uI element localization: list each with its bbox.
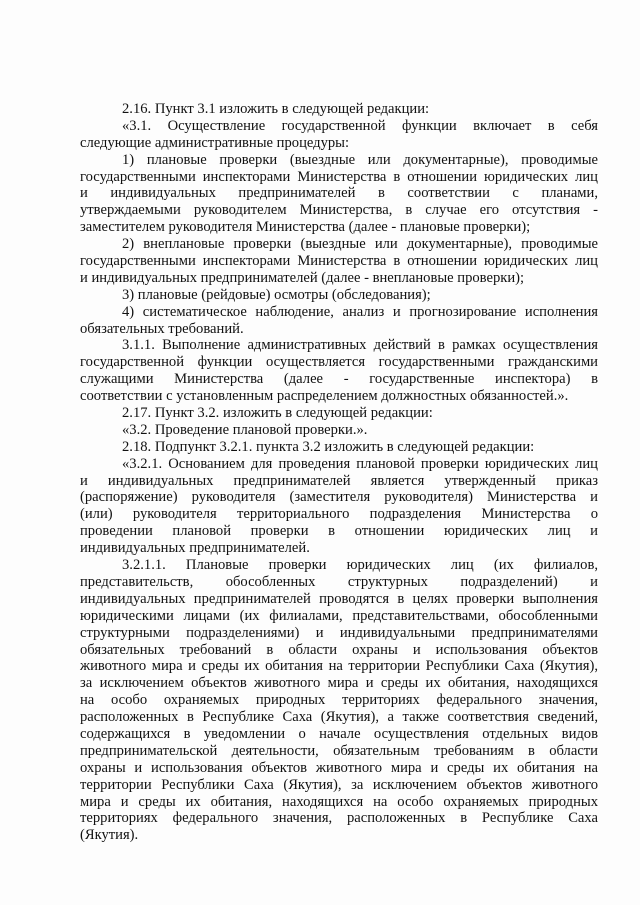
text-line: территории Республики Саха (Якутия), за исключением объектов животного (80, 776, 598, 793)
text-line: следующие административные процедуры: (80, 134, 350, 151)
text-line: 2.16. Пункт 3.1 изложить в следующей редакции: (122, 101, 430, 117)
text-line: государственной функции осуществляется государственными гражданскими (80, 354, 598, 371)
text-line: 3.1.1. Выполнение административных действий в рамках осуществления (122, 337, 598, 354)
text-line: соответствии с установленным распределением должностных обязанностей.». (80, 388, 569, 405)
text-line: 2) внеплановые проверки (выездные или документарные), проводимые (122, 236, 598, 253)
paragraph-list-item-3 (80, 287, 598, 304)
paragraph-item-2-18 (80, 439, 598, 456)
text-line: «3.2.1. Основанием для проведения плановой проверки юридических лиц (122, 455, 598, 472)
text-line: утверждаемыми руководителем Министерства, в случае его отсутствия - (80, 202, 598, 219)
text-line: (или) руководителя территориального подразделения Министерства о (80, 506, 598, 523)
text-line: государственными инспекторами Министерства в отношении юридических лиц (80, 253, 598, 270)
text-line: и индивидуальных предпринимателей в соответствии с планами, (80, 185, 598, 202)
text-line: предпринимательской деятельности, обязательным требованиям в области (80, 742, 598, 759)
text-line: животного мира и среды их обитания на территории Республики Саха (Якутия), (80, 658, 598, 675)
document-body (80, 101, 598, 844)
text-line: индивидуальных предпринимателей. (80, 540, 310, 557)
text-line: юридическими лицами (их филиалами, представительствами, обособленными (80, 607, 598, 624)
paragraph-clause-3-1-1 (80, 337, 598, 405)
text-line: обязательных требований в области охраны и использования объектов (80, 641, 598, 658)
text-line: представительств, обособленных структурных подразделений) и (80, 573, 598, 590)
text-line: 2.17. Пункт 3.2. изложить в следующей редакции: (122, 405, 433, 422)
text-line: «3.2. Проведение плановой проверки.». (122, 421, 368, 438)
text-line: «3.1. Осуществление государственной функции включает в себя (122, 117, 598, 134)
text-line: 3) плановые (рейдовые) осмотры (обследования); (122, 286, 431, 303)
text-line: 2.18. Подпункт 3.2.1. пункта 3.2 изложить в следующей редакции: (122, 438, 535, 455)
text-line: и индивидуальных предпринимателей является утвержденный приказ (80, 472, 598, 489)
text-line: индивидуальных предпринимателей проводятся в целях проверки выполнения (80, 590, 598, 607)
text-line: на особо охраняемых природных территориях федерального значения, (80, 692, 598, 709)
text-line: 3.2.1.1. Плановые проверки юридических лиц (их филиалов, (122, 557, 598, 574)
paragraph-clause-3-1 (80, 118, 598, 152)
text-line: территориях федерального значения, расположенных в Республике Саха (80, 810, 598, 827)
text-line: (распоряжение) руководителя (заместителя руководителя) Министерства и (80, 489, 598, 506)
paragraph-list-item-1 (80, 152, 598, 236)
text-line: служащими Министерства (далее - государственные инспектора) в (80, 371, 598, 388)
text-line: структурными подразделениями) и индивидуальными предпринимателями (80, 624, 598, 641)
text-line: проведении плановой проверки в отношении юридических лиц и (80, 523, 598, 540)
text-line: и индивидуальных предпринимателей (далее - внеплановые проверки); (80, 269, 525, 286)
paragraph-clause-3-2 (80, 422, 598, 439)
text-line: охраны и использования объектов животного мира и среды их обитания на (80, 759, 598, 776)
text-line: заместителем руководителя Министерства (далее - плановые проверки); (80, 219, 531, 236)
paragraph-item-2-17 (80, 405, 598, 422)
paragraph-clause-3-2-1-1 (80, 557, 598, 844)
text-line: обязательных требований. (80, 320, 244, 337)
text-line: 1) плановые проверки (выездные или документарные), проводимые (122, 151, 598, 168)
text-line: 4) систематическое наблюдение, анализ и прогнозирование исполнения (122, 303, 598, 320)
text-line: мира и среды их обитания, находящихся на особо охраняемых природных (80, 793, 598, 810)
text-line: расположенных в Республике Саха (Якутия), а также соответствия сведений, (80, 709, 598, 726)
paragraph-list-item-2 (80, 236, 598, 287)
text-line: государственными инспекторами Министерства в отношении юридических лиц (80, 168, 598, 185)
text-line: за исключением объектов животного мира и среды их обитания, находящихся (80, 675, 598, 692)
paragraph-item-2-16 (80, 101, 598, 118)
paragraph-clause-3-2-1 (80, 456, 598, 557)
text-line: содержащихся в уведомлении о начале осуществления отдельных видов (80, 725, 598, 742)
text-line: (Якутия). (80, 827, 139, 844)
paragraph-list-item-4 (80, 304, 598, 338)
